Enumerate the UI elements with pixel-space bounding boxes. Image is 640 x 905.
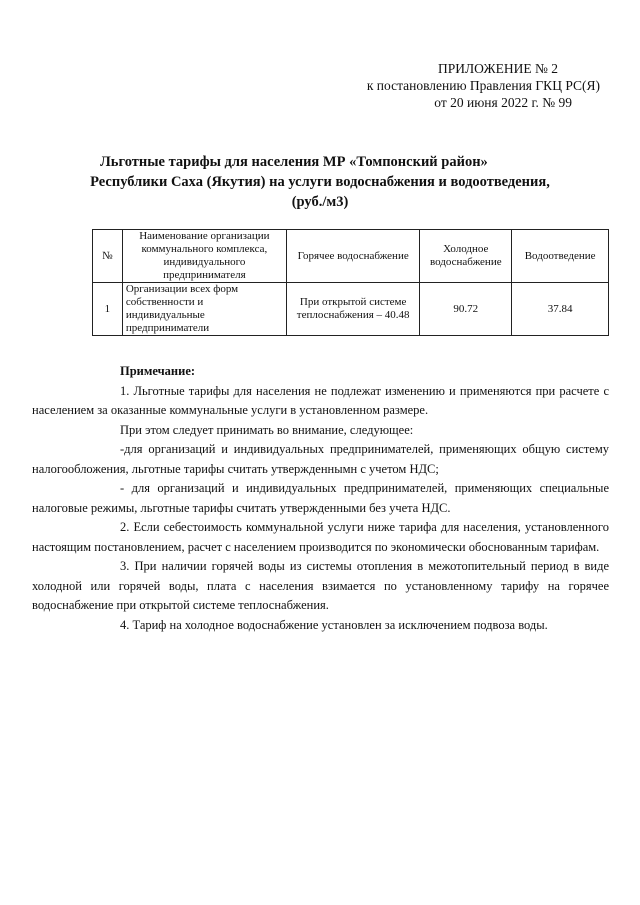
tariff-table	[92, 229, 609, 336]
title-line-1: Льготные тарифы для населения МР «Томпонский район»	[100, 154, 488, 170]
notes-section	[32, 362, 609, 635]
header-cold-water: Холодное водоснабжение	[420, 230, 512, 283]
header-sewerage: Водоотведение	[512, 230, 609, 283]
title-line-3: (руб./м3)	[291, 194, 349, 210]
note-paragraph-2: При этом следует принимать во внимание, следующее:	[120, 422, 414, 437]
appendix-label: ПРИЛОЖЕНИЕ № 2	[437, 61, 558, 76]
resolution-date: от 20 июня 2022 г. № 99	[434, 95, 572, 110]
header-hot-water: Горячее водоснабжение	[286, 230, 419, 283]
notes-heading: Примечание:	[120, 364, 196, 378]
note-paragraph-6: 3. При наличии горячей воды из системы отопления в межотопительный период в виде холодной или горячей воды, плата с населения взимается по установленному тарифу на горячее водоснабжение при открытой системе теплоснабжения.	[32, 559, 609, 612]
cell-hot-water: При открытой системе теплоснабжения – 40.48	[286, 283, 419, 336]
cell-cold-water: 90.72	[420, 283, 512, 336]
table-header-row	[93, 230, 609, 283]
cell-sewerage: 37.84	[512, 283, 609, 336]
note-paragraph-3: -для организаций и индивидуальных предпринимателей, применяющих общую систему налогообложения, льготные тарифы считать утвержденнымн с учетом НДС;	[32, 442, 609, 476]
resolution-reference: к постановлению Правления ГКЦ РС(Я)	[366, 78, 600, 93]
cell-num: 1	[93, 283, 123, 336]
note-paragraph-7: 4. Тариф на холодное водоснабжение установлен за исключением подвоза воды.	[120, 617, 548, 632]
document-header	[367, 60, 600, 111]
note-paragraph-1: 1. Льготные тарифы для населения не подлежат изменению и применяются при расчете с населением за оказанные коммунальные услуги в установленном размере.	[32, 383, 609, 417]
note-paragraph-5: 2. Если себестоимость коммунальной услуги ниже тарифа для населения, установленного настоящим постановлением, расчет с населением производится по экономически обоснованным тарифам.	[32, 520, 609, 554]
document-title	[0, 152, 640, 212]
note-paragraph-4: - для организаций и индивидуальных предпринимателей, применяющих специальные налоговые режимы, льготные тарифы считать утвержденными без учета НДС.	[32, 481, 609, 515]
header-num: №	[93, 230, 123, 283]
table-row	[93, 283, 609, 336]
header-org: Наименование организации коммунального комплекса, индивидуального предпринимателя	[122, 230, 286, 283]
cell-org: Организации всех форм собственности и индивидуальные предприниматели	[122, 283, 286, 336]
title-line-2: Республики Саха (Якутия) на услуги водоснабжения и водоотведения,	[90, 174, 550, 190]
